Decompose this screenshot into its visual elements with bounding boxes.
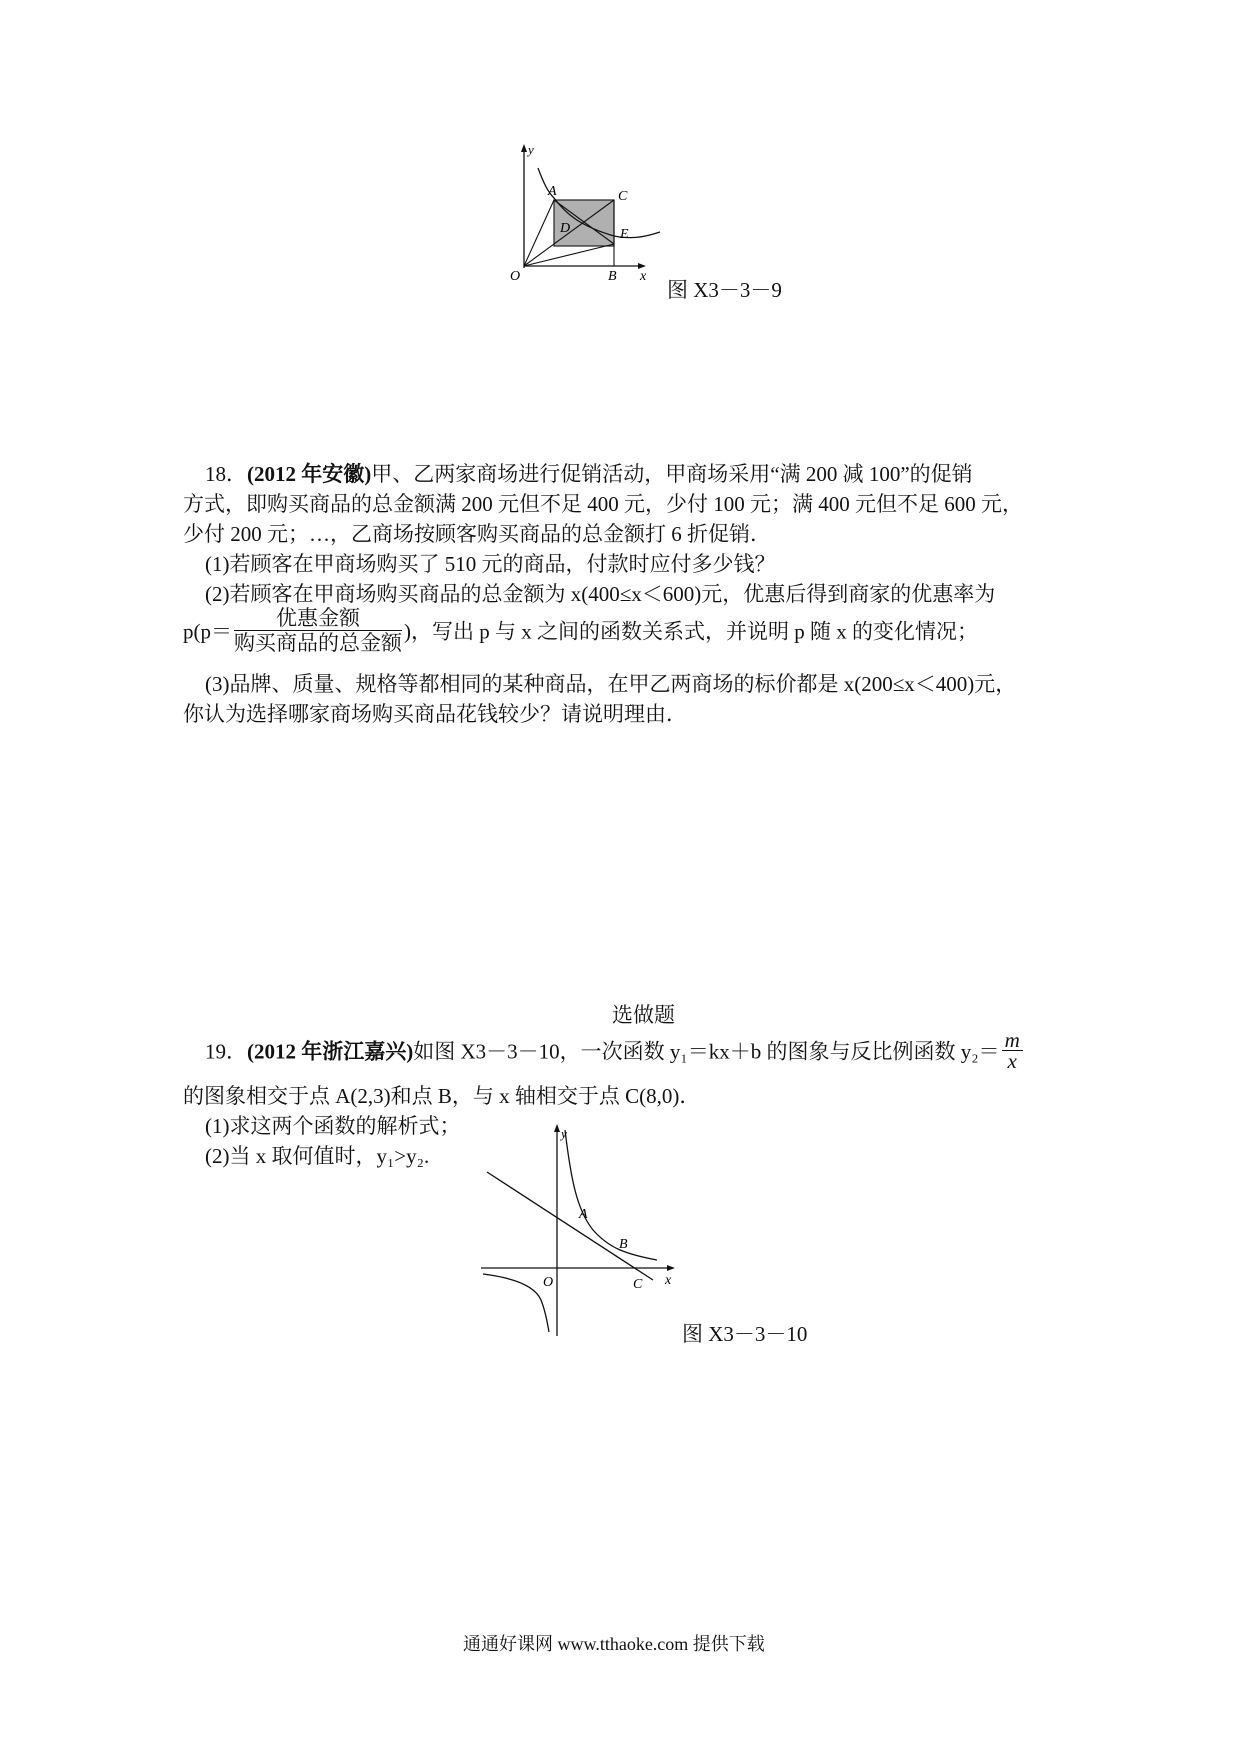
- fig2-label-o: O: [543, 1275, 554, 1290]
- fig1-label-c: C: [618, 189, 628, 204]
- q18-line1: [205, 458, 973, 488]
- fig2-label-x: x: [665, 1273, 672, 1288]
- fig2-label-a: A: [579, 1207, 588, 1222]
- fig1-label-x: x: [640, 269, 647, 280]
- fig1-label-e: E: [620, 227, 629, 242]
- q18-sub2-suffix: )，写出 p 与 x 之间的函数关系式，并说明 p 随 x 的变化情况；: [404, 619, 978, 644]
- fig1-caption: 图 X3－3－9: [667, 278, 782, 302]
- q19-number: 19．: [205, 1039, 247, 1064]
- q18-fraction-denominator: 购买商品的总金额: [234, 631, 402, 655]
- q18-sub2-line2: [183, 606, 978, 655]
- q18-line2: 方式，即购买商品的总金额满 200 元但不足 400 元，少付 100 元；满 400 元但不足 600 元，: [183, 492, 1023, 516]
- q19-line2: 的图象相交于点 A(2,3)和点 B，与 x 轴相交于点 C(8,0)．: [183, 1084, 701, 1108]
- q18-sub2-prefix: p(p＝: [183, 619, 232, 644]
- figure-x3-3-9: [510, 140, 680, 280]
- q19-text-1: 如图 X3－3－10，一次函数 y₁＝kx＋b 的图象与反比例函数 y₂＝: [413, 1039, 1000, 1064]
- section-title: 选做题: [612, 1003, 675, 1027]
- fig2-label-y: y: [561, 1126, 567, 1141]
- q19-fraction-numerator: m: [1002, 1030, 1023, 1051]
- q19-sub2: (2)当 x 取何值时，y₁>y₂.: [205, 1144, 430, 1168]
- q18-fraction-numerator: 优惠金额: [234, 606, 402, 631]
- q18-fraction: [234, 606, 402, 655]
- fig2-label-c: C: [633, 1277, 643, 1292]
- fig2-label-b: B: [619, 1237, 628, 1252]
- q18-sub2-line1: (2)若顾客在甲商场购买商品的总金额为 x(400≤x＜600)元，优惠后得到商家的优惠率为: [205, 582, 996, 606]
- q19-fraction: [1002, 1030, 1023, 1071]
- q19-sub1: (1)求这两个函数的解析式；: [205, 1114, 461, 1138]
- q18-text-1: 甲、乙两家商场进行促销活动，甲商场采用“满 200 减 100”的促销: [371, 462, 973, 486]
- q19-source: (2012 年浙江嘉兴): [247, 1039, 414, 1064]
- q18-sub1: (1)若顾客在甲商场购买了 510 元的商品，付款时应付多少钱？: [205, 552, 776, 576]
- q18-line3: 少付 200 元；…，乙商场按顾客购买商品的总金额打 6 折促销．: [183, 522, 771, 546]
- fig1-label-b: B: [608, 269, 617, 280]
- q19-fraction-denominator: x: [1007, 1049, 1017, 1073]
- fig1-label-d: D: [560, 221, 571, 236]
- fig1-label-a: A: [548, 184, 557, 199]
- fig1-label-o: O: [510, 269, 521, 280]
- q18-sub3-line2: 你认为选择哪家商场购买商品花钱较少？请说明理由．: [183, 702, 687, 726]
- page-footer: 通通好课网 www.tthaoke.com 提供下载: [463, 1634, 765, 1654]
- fig2-caption: 图 X3－3－10: [682, 1322, 808, 1346]
- q18-number: 18．: [205, 462, 247, 486]
- q19-line1: [205, 1030, 1023, 1071]
- fig1-label-y: y: [528, 142, 534, 157]
- figure-x3-3-10: [475, 1120, 695, 1340]
- q18-sub3-line1: (3)品牌、质量、规格等都相同的某种商品，在甲乙两商场的标价都是 x(200≤x＜400)元，: [205, 672, 1017, 696]
- q18-source: (2012 年安徽): [247, 462, 372, 486]
